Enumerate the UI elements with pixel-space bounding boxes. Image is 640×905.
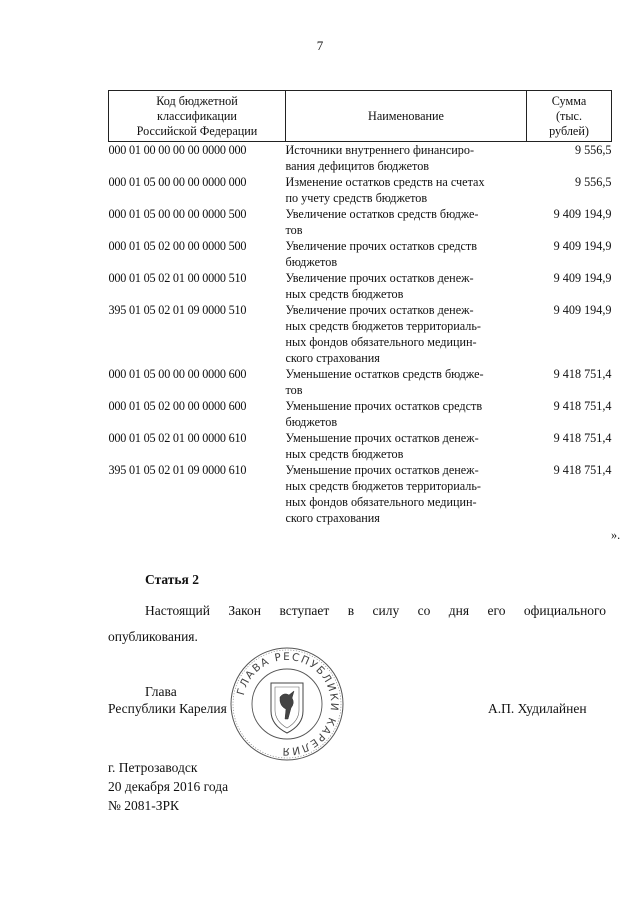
row-sum: 9 409 194,9	[553, 239, 612, 253]
row-name: Уменьшение прочих остатков денеж- ных средств бюджетов	[285, 431, 479, 461]
row-code: 000 01 00 00 00 00 0000 000	[108, 143, 247, 157]
row-code: 000 01 05 02 00 00 0000 500	[108, 239, 247, 253]
table-row	[109, 430, 612, 462]
row-code: 000 01 05 00 00 00 0000 000	[108, 175, 247, 189]
header-name: Наименование	[286, 91, 527, 142]
article-text-line1: Настоящий Закон вступает в силу со дня его официального	[145, 603, 606, 618]
row-name: Изменение остатков средств на счетах по учету средств бюджетов	[285, 175, 485, 205]
official-seal-icon	[228, 645, 346, 763]
table-row	[109, 142, 612, 175]
table-row	[109, 462, 612, 526]
place-date-number	[108, 758, 228, 815]
row-sum: 9 556,5	[574, 143, 612, 157]
row-name: Увеличение прочих остатков денеж- ных средств бюджетов	[285, 271, 474, 301]
row-sum: 9 409 194,9	[553, 207, 612, 221]
row-code: 395 01 05 02 01 09 0000 510	[108, 303, 247, 317]
signature-title-line2: Республики Карелия	[108, 701, 227, 716]
row-name: Увеличение остатков средств бюдже- тов	[285, 207, 479, 237]
signatory-name: А.П. Худилайнен	[488, 701, 587, 716]
row-name: Увеличение прочих остатков средств бюджетов	[285, 239, 478, 269]
article-text-line2: опубликования.	[108, 629, 198, 644]
row-code: 395 01 05 02 01 09 0000 610	[108, 463, 247, 477]
row-sum: 9 418 751,4	[553, 367, 612, 381]
seal-text: ГЛАВА РЕСПУБЛИКИ КАРЕЛИЯ	[234, 650, 341, 758]
closing-quote-mark: ».	[611, 528, 621, 542]
header-sum: Сумма (тыс. рублей)	[527, 91, 612, 142]
row-sum: 9 409 194,9	[553, 303, 612, 317]
row-name: Источники внутреннего финансиро- вания дефицитов бюджетов	[285, 143, 475, 173]
city: г. Петрозаводск	[108, 760, 198, 775]
row-sum: 9 409 194,9	[553, 271, 612, 285]
row-code: 000 01 05 00 00 00 0000 500	[108, 207, 247, 221]
table-row	[109, 302, 612, 366]
signature-title-line1: Глава	[145, 684, 177, 699]
row-code: 000 01 05 00 00 00 0000 600	[108, 367, 247, 381]
article-title: Статья 2	[145, 572, 199, 587]
page-number: 7	[316, 38, 324, 53]
row-code: 000 01 05 02 01 00 0000 610	[108, 431, 247, 445]
table-row	[109, 270, 612, 302]
table-row	[109, 366, 612, 398]
budget-sources-table	[108, 90, 612, 526]
table-row	[109, 238, 612, 270]
law-number: № 2081-ЗРК	[108, 798, 180, 813]
date: 20 декабря 2016 года	[108, 779, 229, 794]
table-row	[109, 398, 612, 430]
row-sum: 9 418 751,4	[553, 431, 612, 445]
row-code: 000 01 05 02 01 00 0000 510	[108, 271, 247, 285]
row-name: Уменьшение остатков средств бюдже- тов	[285, 367, 484, 397]
row-name: Уменьшение прочих остатков денеж- ных средств бюджетов территориаль- ных фондов обязательного медицин- ского страхования	[285, 463, 481, 525]
table-row	[109, 174, 612, 206]
row-code: 000 01 05 02 00 00 0000 600	[108, 399, 247, 413]
row-sum: 9 418 751,4	[553, 463, 612, 477]
row-sum: 9 556,5	[574, 175, 612, 189]
header-code: Код бюджетной классификации Российской Федерации	[109, 91, 286, 142]
table-row	[109, 206, 612, 238]
article-text	[108, 598, 606, 650]
row-sum: 9 418 751,4	[553, 399, 612, 413]
table-header-row	[109, 91, 612, 142]
row-name: Увеличение прочих остатков денеж- ных средств бюджетов территориаль- ных фондов обязательного медицин- ского страхования	[285, 303, 481, 365]
row-name: Уменьшение прочих остатков средств бюджетов	[285, 399, 483, 429]
